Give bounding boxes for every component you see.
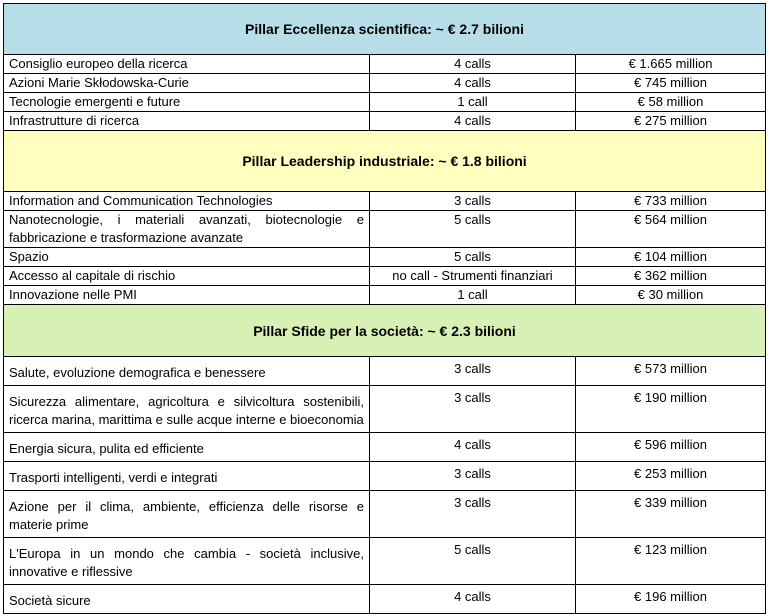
program-name: Azione per il clima, ambiente, efficienza delle risorse e materie prime: [4, 491, 370, 538]
table-row: [4, 74, 766, 93]
calls-count: 3 calls: [370, 491, 576, 538]
budget-value: € 58 million: [576, 93, 766, 112]
calls-count: 3 calls: [370, 462, 576, 491]
pillar-title: Pillar Sfide per la società: ~ € 2.3 bilioni: [4, 305, 766, 357]
table-row: [4, 211, 766, 248]
table-row: [4, 93, 766, 112]
program-name: L'Europa in un mondo che cambia - società inclusive, innovative e riflessive: [4, 538, 370, 585]
calls-count: 5 calls: [370, 211, 576, 248]
table-row: [4, 248, 766, 267]
calls-count: 4 calls: [370, 112, 576, 131]
budget-value: € 733 million: [576, 192, 766, 211]
calls-count: 4 calls: [370, 55, 576, 74]
table-row: [4, 433, 766, 462]
pillar-header-row: [4, 4, 766, 55]
budget-value: € 1.665 million: [576, 55, 766, 74]
program-name: Società sicure: [4, 585, 370, 614]
calls-count: 5 calls: [370, 538, 576, 585]
table-row: [4, 192, 766, 211]
program-name: Consiglio europeo della ricerca: [4, 55, 370, 74]
program-name: Infrastrutture di ricerca: [4, 112, 370, 131]
calls-count: 1 call: [370, 286, 576, 305]
table-row: [4, 538, 766, 585]
budget-value: € 596 million: [576, 433, 766, 462]
program-name: Information and Communication Technologies: [4, 192, 370, 211]
table-row: [4, 585, 766, 614]
calls-count: 3 calls: [370, 386, 576, 433]
program-name: Salute, evoluzione demografica e benessere: [4, 357, 370, 386]
budget-value: € 196 million: [576, 585, 766, 614]
calls-count: 1 call: [370, 93, 576, 112]
budget-value: € 253 million: [576, 462, 766, 491]
program-name: Spazio: [4, 248, 370, 267]
budget-value: € 745 million: [576, 74, 766, 93]
table-row: [4, 357, 766, 386]
table-row: [4, 286, 766, 305]
budget-value: € 104 million: [576, 248, 766, 267]
budget-value: € 573 million: [576, 357, 766, 386]
calls-count: 4 calls: [370, 74, 576, 93]
budget-value: € 30 million: [576, 286, 766, 305]
pillar-title: Pillar Eccellenza scientifica: ~ € 2.7 bilioni: [4, 4, 766, 55]
program-name: Nanotecnologie, i materiali avanzati, biotecnologie e fabbricazione e trasformazione avanzate: [4, 211, 370, 248]
table-row: [4, 386, 766, 433]
budget-value: € 123 million: [576, 538, 766, 585]
calls-count: 4 calls: [370, 585, 576, 614]
table-row: [4, 462, 766, 491]
budget-value: € 362 million: [576, 267, 766, 286]
calls-count: no call - Strumenti finanziari: [370, 267, 576, 286]
pillar-header-row: [4, 305, 766, 357]
funding-table: [3, 3, 766, 614]
pillar-title: Pillar Leadership industriale: ~ € 1.8 bilioni: [4, 131, 766, 192]
calls-count: 5 calls: [370, 248, 576, 267]
budget-value: € 339 million: [576, 491, 766, 538]
calls-count: 3 calls: [370, 192, 576, 211]
program-name: Tecnologie emergenti e future: [4, 93, 370, 112]
pillar-header-row: [4, 131, 766, 192]
program-name: Innovazione nelle PMI: [4, 286, 370, 305]
calls-count: 3 calls: [370, 357, 576, 386]
budget-value: € 190 million: [576, 386, 766, 433]
program-name: Azioni Marie Skłodowska-Curie: [4, 74, 370, 93]
program-name: Accesso al capitale di rischio: [4, 267, 370, 286]
budget-value: € 564 million: [576, 211, 766, 248]
budget-value: € 275 million: [576, 112, 766, 131]
calls-count: 4 calls: [370, 433, 576, 462]
program-name: Energia sicura, pulita ed efficiente: [4, 433, 370, 462]
program-name: Sicurezza alimentare, agricoltura e silvicoltura sostenibili, ricerca marina, marittima e sulle acque interne e bioeconomia: [4, 386, 370, 433]
table-row: [4, 55, 766, 74]
program-name: Trasporti intelligenti, verdi e integrati: [4, 462, 370, 491]
table-row: [4, 267, 766, 286]
table-row: [4, 112, 766, 131]
table-row: [4, 491, 766, 538]
